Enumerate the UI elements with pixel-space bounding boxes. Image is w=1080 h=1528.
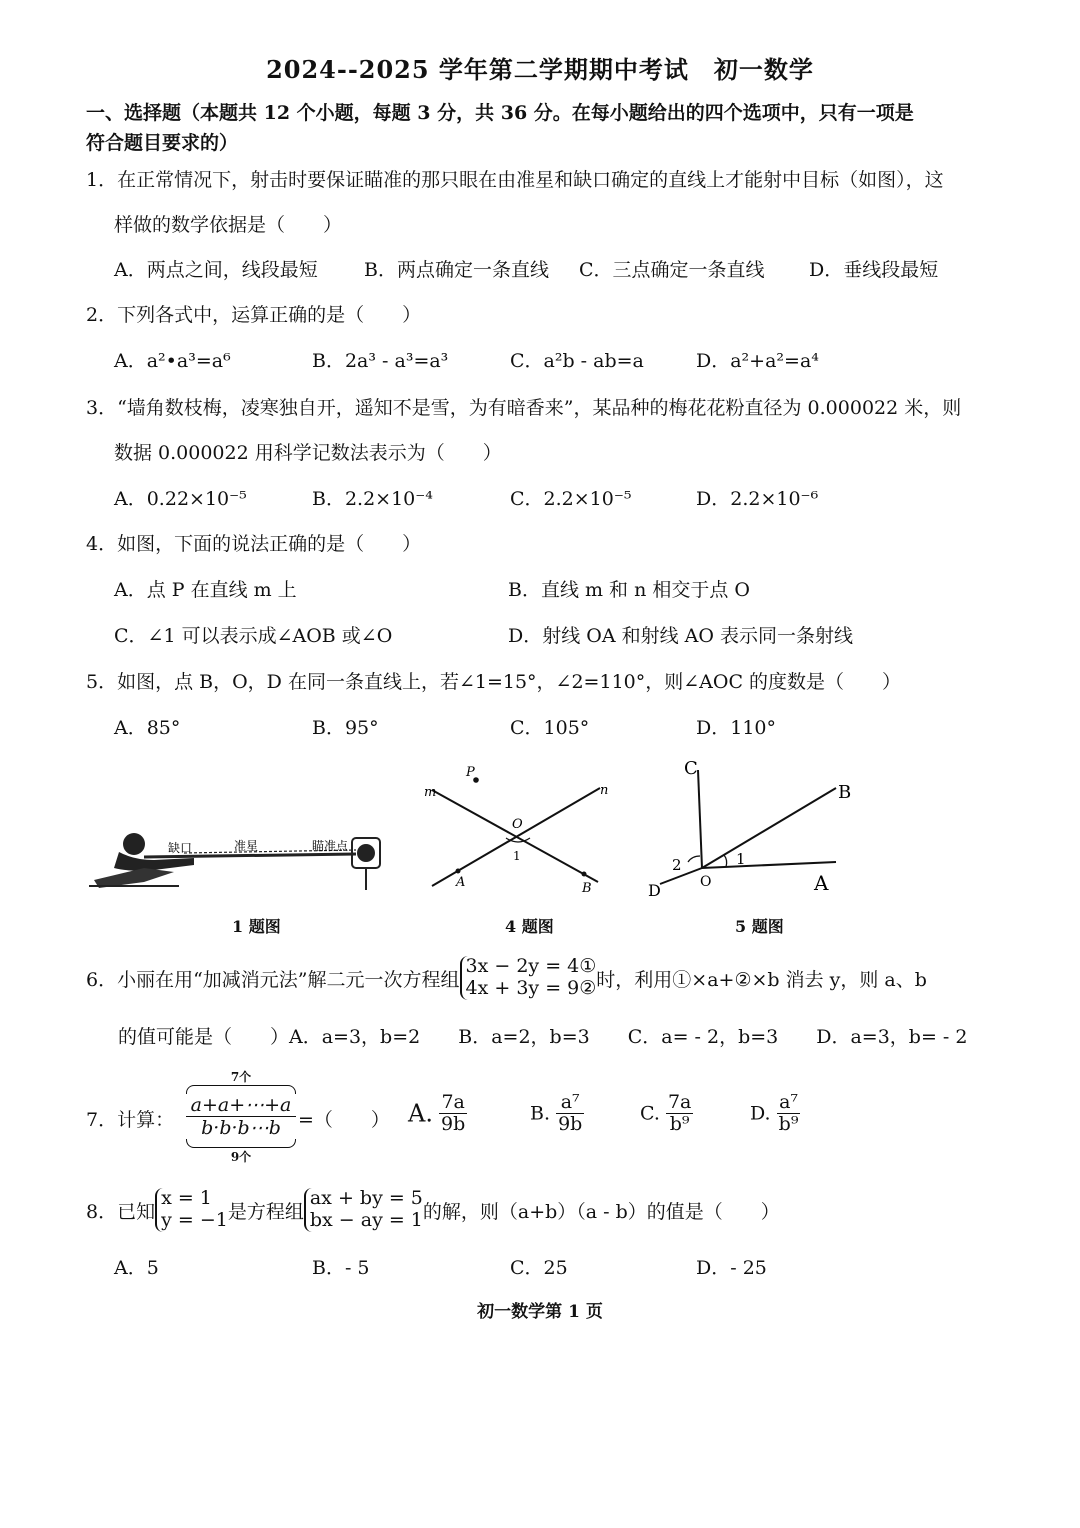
label-sight: 准星: [234, 839, 259, 853]
q1-option-c: C．三点确定一条直线: [579, 259, 765, 281]
q7-equals: =（ ）: [298, 1109, 390, 1131]
q7-option-d: [750, 1092, 800, 1135]
q8-equation-system: [304, 1188, 423, 1232]
q5-option-b: B．95°: [312, 717, 379, 739]
label-m: m: [424, 785, 437, 800]
q5-option-a: A．85°: [114, 717, 181, 739]
q2-option-b: B．2a³ - a³=a³: [312, 350, 449, 372]
q7-option-a-den: 9b: [441, 1112, 466, 1135]
q3-options: [114, 484, 974, 510]
q2-options: [114, 346, 974, 372]
q1-option-b: B．两点确定一条直线: [364, 259, 549, 281]
q3-option-c: C．2.2×10⁻⁵: [510, 488, 632, 510]
q4-stem: 4．如图，下面的说法正确的是（ ）: [86, 533, 422, 555]
section-heading-line1: 一、选择题（本题共 12 个小题，每题 3 分，共 36 分。在每小题给出的四个选项中，只有一项是: [86, 102, 914, 124]
figure-1-shooting: [84, 820, 394, 900]
q7-option-b-den: 9b: [558, 1112, 583, 1135]
q8-option-b: B．- 5: [312, 1257, 370, 1279]
q8-suffix: 的解，则（a+b）（a - b）的值是（ ）: [422, 1200, 780, 1223]
q5-stem: 5．如图，点 B，O，D 在同一条直线上，若∠1=15°，∠2=110°，则∠AOC 的度数是（ ）: [86, 671, 902, 693]
label-o: O: [700, 874, 712, 890]
q5-options: [114, 713, 974, 739]
q7-option-d-den: b⁹: [778, 1112, 799, 1135]
q3-option-d: D．2.2×10⁻⁶: [696, 488, 819, 510]
label-notch: 缺口: [168, 841, 193, 855]
q1-options: [114, 255, 974, 281]
section-heading-line2: 符合题目要求的）: [86, 132, 239, 154]
label-2: 2: [672, 856, 682, 874]
ray-oc: [698, 770, 702, 868]
label-1: 1: [736, 850, 746, 868]
q1-stem-line2: 样做的数学依据是（ ）: [114, 214, 343, 236]
ray-oa: [702, 862, 836, 868]
figure-1-caption: 1 题图: [232, 917, 281, 936]
q6-stem-line2-options: 的值可能是（ ）A．a=3，b=2 B．a=2，b=3 C．a= - 2，b=3 D．a=3，b= - 2: [118, 1026, 968, 1048]
label-d: D: [648, 881, 661, 900]
q7-option-c-den: b⁹: [669, 1112, 690, 1135]
q3-stem-line2: 数据 0.000022 用科学记数法表示为（ ）: [114, 442, 502, 464]
q1-stem-line1: 1．在正常情况下，射击时要保证瞄准的那只眼在由准星和缺口确定的直线上才能射中目标（如图），这: [86, 169, 944, 191]
point-a: [456, 869, 461, 874]
q4-option-a: A．点 P 在直线 m 上: [114, 579, 297, 601]
label-p: P: [466, 765, 475, 780]
q4-options-row2: [114, 621, 974, 647]
q7-option-b: [530, 1092, 584, 1135]
q7-numerator: a+a+⋯+a: [186, 1094, 296, 1117]
figure-4-caption: 4 题图: [505, 917, 554, 936]
figure-5-angles: [640, 750, 870, 900]
label-c: C: [684, 758, 698, 779]
q8-prefix: 8．已知: [86, 1200, 156, 1223]
q2-option-d: D．a²+a²=a⁴: [696, 350, 819, 372]
figure-4-intersecting-lines: [420, 760, 620, 900]
q6-eq1: 3x − 2y = 4①: [465, 955, 597, 978]
q7-option-c-label: C.: [640, 1102, 660, 1125]
q7-option-a-label: A.: [408, 1099, 433, 1128]
q7-option-b-num: a⁷: [556, 1092, 584, 1114]
point-b: [582, 872, 587, 877]
q8-solution-system: [155, 1188, 228, 1232]
figure-5-caption: 5 题图: [735, 917, 784, 936]
q2-option-c: C．a²b - ab=a: [510, 350, 644, 372]
page-footer: 初一数学第 1 页: [477, 1302, 603, 1322]
q7-option-a: [408, 1092, 467, 1135]
angle-1-arc: [724, 855, 727, 867]
q7-denominator: b·b·b⋯b: [201, 1117, 281, 1139]
q6-suffix: 时，利用①×a+②×b 消去 y，则 a、b: [596, 968, 927, 991]
q4-option-d: D．射线 OA 和射线 AO 表示同一条射线: [508, 625, 853, 647]
q7-bottom-count: 9个: [230, 1150, 252, 1164]
label-a: A: [456, 875, 466, 890]
label-b: B: [582, 881, 592, 896]
q8-sol2: y = −1: [161, 1209, 228, 1231]
q8-mid: 是方程组: [227, 1200, 304, 1223]
q2-stem: 2．下列各式中，运算正确的是（ ）: [86, 304, 422, 326]
q8-sol1: x = 1: [161, 1187, 212, 1210]
label-a: A: [814, 871, 829, 895]
q7-prefix: 7．计算：: [86, 1109, 175, 1131]
q7-bottom-brace: [186, 1139, 296, 1148]
q8-option-d: D．- 25: [696, 1257, 767, 1279]
q6-prefix: 6．小丽在用“加减消元法”解二元一次方程组: [86, 968, 460, 991]
q1-option-a: A．两点之间，线段最短: [114, 259, 318, 281]
q6-stem-line1: [86, 952, 927, 1004]
q3-option-a: A．0.22×10⁻⁵: [114, 488, 247, 510]
q4-option-c: C．∠1 可以表示成∠AOB 或∠O: [114, 625, 393, 647]
q7-option-c-num: 7a: [667, 1091, 692, 1113]
q5-option-c: C．105°: [510, 717, 590, 739]
q7-option-a-num: 7a: [439, 1092, 467, 1114]
q2-option-a: A．a²•a³=a⁶: [114, 350, 231, 372]
q7-option-d-num: a⁷: [777, 1092, 801, 1114]
target-icon: [352, 838, 380, 890]
exam-title: 2024--2025 学年第二学期期中考试 初一数学: [266, 55, 814, 84]
ray-ob: [702, 788, 836, 868]
q8-stem: [86, 1184, 780, 1236]
q8-eq1: ax + by = 5: [309, 1187, 423, 1210]
q1-option-d: D．垂线段最短: [809, 259, 939, 281]
label-b: B: [838, 782, 852, 803]
label-aim-point: 瞄准点: [312, 839, 349, 853]
q7-option-c: [640, 1092, 693, 1135]
q8-eq2: bx − ay = 1: [309, 1209, 423, 1231]
q7-top-count: 7个: [230, 1070, 252, 1084]
q7-top-brace: [186, 1085, 296, 1094]
q6-eq2: 4x + 3y = 9②: [465, 977, 597, 999]
label-n: n: [600, 783, 609, 798]
q4-option-b: B．直线 m 和 n 相交于点 O: [508, 579, 750, 601]
q3-option-b: B．2.2×10⁻⁴: [312, 488, 433, 510]
q6-equation-system: [460, 956, 597, 1000]
label-o: O: [512, 817, 523, 832]
q8-option-a: A．5: [114, 1257, 159, 1279]
q7-option-b-label: B.: [530, 1102, 551, 1125]
q7-option-d-label: D.: [750, 1102, 771, 1125]
q8-options: [114, 1253, 974, 1279]
angle-2-arc: [688, 856, 700, 862]
q5-option-d: D．110°: [696, 717, 776, 739]
q7-expression: [186, 1068, 296, 1165]
q3-stem-line1: 3．“墙角数枝梅，凌寒独自开，遥知不是雪，为有暗香来”，某品种的梅花花粉直径为 0.000022 米，则: [86, 397, 962, 419]
q8-option-c: C．25: [510, 1257, 568, 1279]
label-1: 1: [513, 849, 521, 863]
q4-options-row1: [114, 575, 974, 601]
